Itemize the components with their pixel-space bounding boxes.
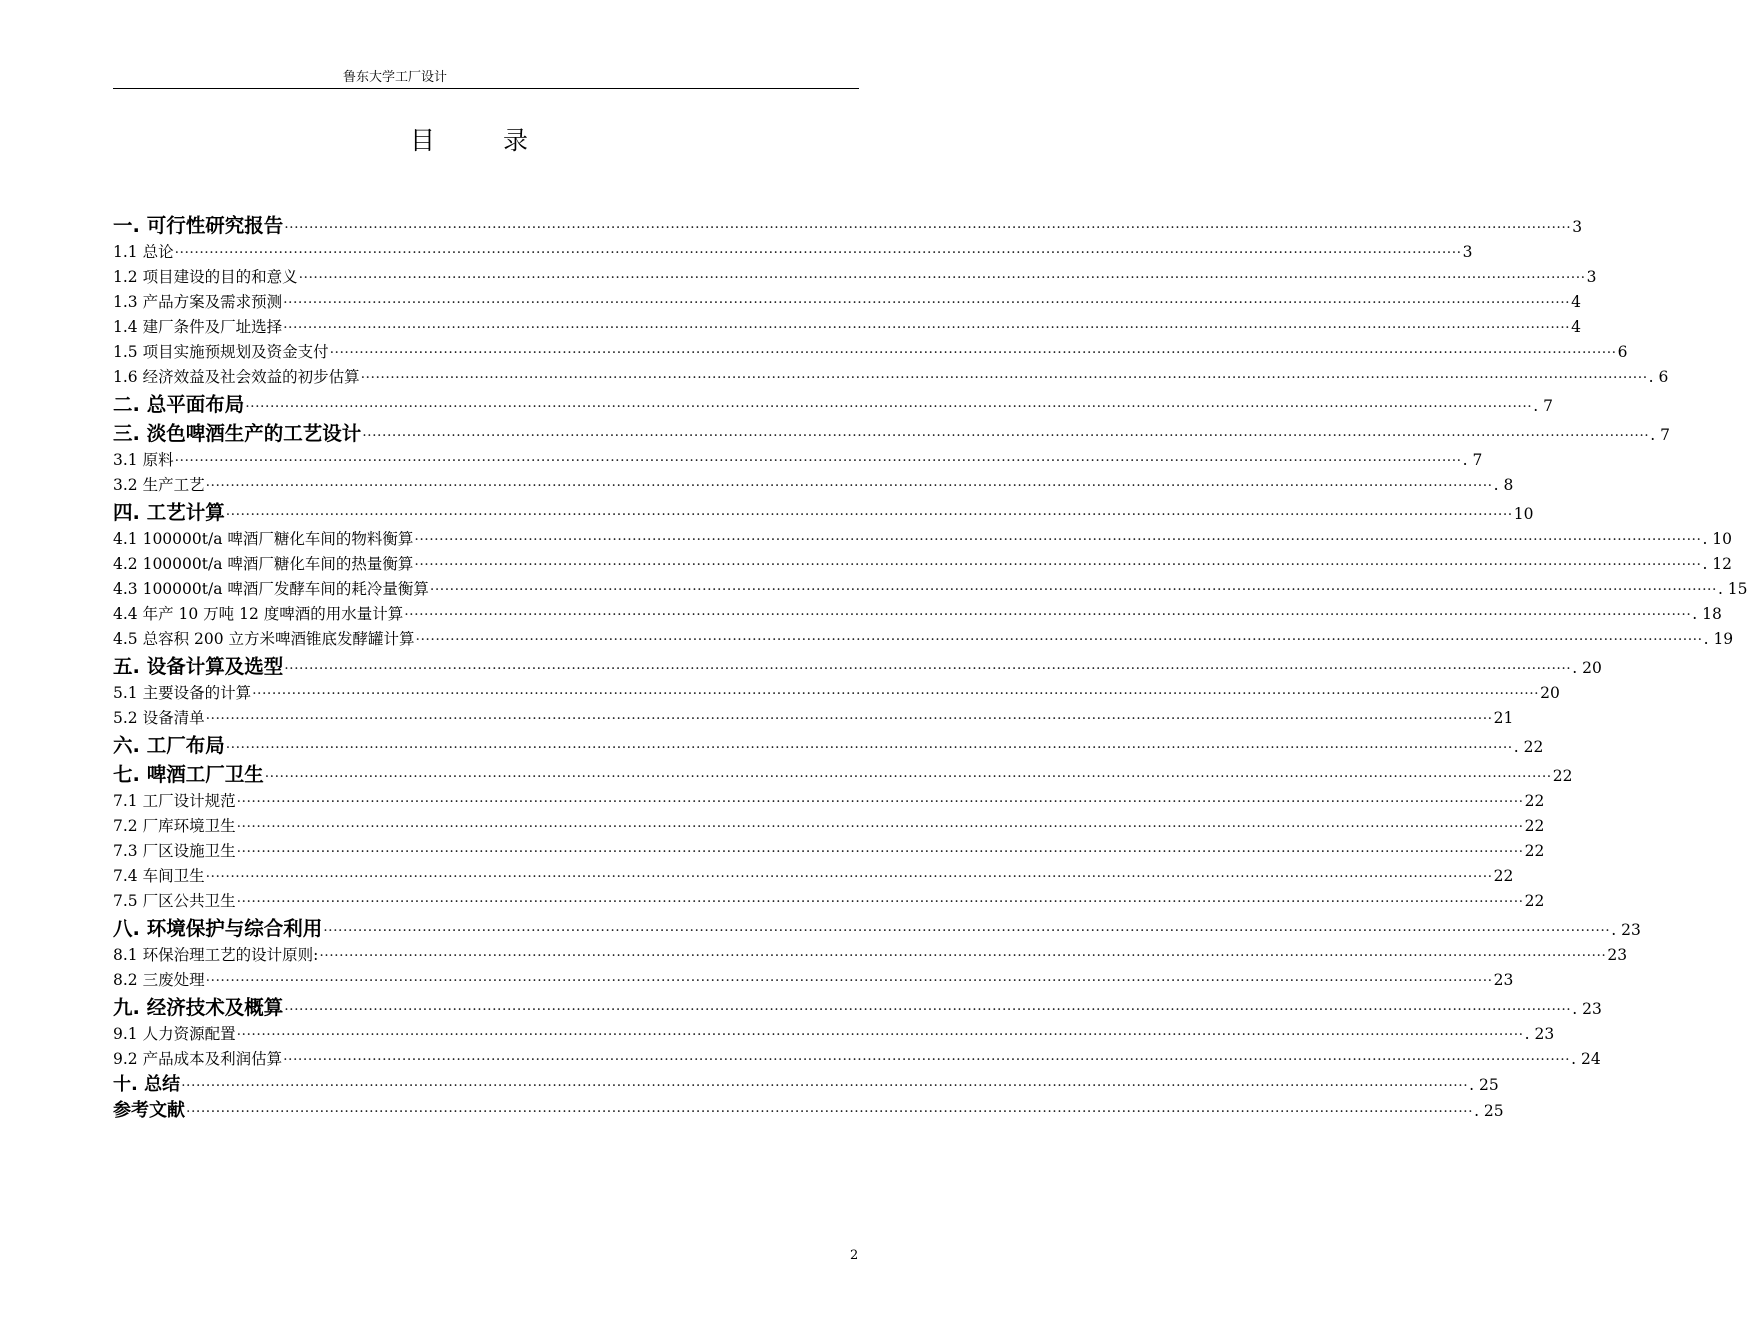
toc-section-entry[interactable]	[113, 602, 1722, 627]
toc-dot-leader: ····································································································································································································································································	[319, 948, 1607, 964]
toc-section-entry[interactable]	[113, 577, 1748, 602]
toc-entry-label: 9.1 人力资源配置	[113, 1025, 236, 1043]
toc-entry-label: 7.1 工厂设计规范	[113, 792, 236, 810]
toc-entry-page: . 15	[1717, 580, 1748, 598]
toc-entry-page: 4	[1571, 318, 1582, 336]
toc-dot-leader: ····································································································································································································································································	[283, 295, 1571, 311]
toc-section-entry[interactable]	[113, 473, 1514, 498]
toc-dot-leader: ····································································································································································································································································	[323, 923, 1611, 939]
toc-chapter-entry[interactable]	[113, 993, 1602, 1022]
toc-dot-leader: ····································································································································································································································································	[174, 453, 1462, 469]
toc-entry-label: 4.1 100000t/a 啤酒厂糖化车间的物料衡算	[113, 530, 414, 548]
toc-dot-leader: ····································································································································································································································································	[362, 428, 1650, 444]
toc-entry-label: 1.4 建厂条件及厂址选择	[113, 318, 283, 336]
toc-section-entry[interactable]	[113, 839, 1545, 864]
toc-entry-page: 3	[1586, 268, 1597, 286]
toc-section-entry[interactable]	[113, 943, 1628, 968]
toc-dot-leader: ····································································································································································································································································	[414, 557, 1702, 573]
toc-dot-leader: ····································································································································································································································································	[264, 769, 1552, 785]
toc-entry-label: 4.4 年产 10 万吨 12 度啤酒的用水量计算	[113, 605, 404, 623]
toc-dot-leader: ····································································································································································································································································	[414, 532, 1702, 548]
toc-entry-label: 4.2 100000t/a 啤酒厂糖化车间的热量衡算	[113, 555, 414, 573]
toc-entry-page: 6	[1617, 343, 1628, 361]
toc-dot-leader: ····································································································································································································································································	[236, 794, 1524, 810]
toc-dot-leader: ····································································································································································································································································	[404, 607, 1692, 623]
toc-entry-label: 4.5 总容积 200 立方米啤酒锥底发酵罐计算	[113, 630, 415, 648]
toc-dot-leader: ····································································································································································································································································	[283, 1052, 1571, 1068]
toc-entry-page: 22	[1524, 892, 1545, 910]
toc-entry-page: . 7	[1533, 397, 1553, 415]
toc-entry-page: . 18	[1692, 605, 1722, 623]
toc-entry-page: 22	[1524, 792, 1545, 810]
toc-dot-leader: ····································································································································································································································································	[284, 661, 1572, 677]
toc-dot-leader: ····································································································································································································································································	[236, 844, 1524, 860]
toc-dot-leader: ····································································································································································································································································	[360, 370, 1648, 386]
toc-dot-leader: ····································································································································································································································································	[245, 399, 1533, 415]
toc-entry-label: 7.5 厂区公共卫生	[113, 892, 236, 910]
toc-entry-page: . 25	[1474, 1102, 1504, 1120]
toc-entry-page: . 23	[1524, 1025, 1555, 1043]
toc-entry-page: . 20	[1572, 659, 1602, 677]
toc-entry-page: . 6	[1648, 368, 1669, 386]
toc-chapter-entry[interactable]	[113, 390, 1553, 419]
toc-entry-page: . 25	[1469, 1076, 1499, 1094]
toc-chapter-entry[interactable]	[113, 498, 1534, 527]
toc-dot-leader: ····································································································································································································································································	[284, 220, 1572, 236]
toc-entry-label: 1.2 项目建设的目的和意义	[113, 268, 298, 286]
toc-dot-leader: ····································································································································································································································································	[329, 345, 1617, 361]
toc-entry-label: 参考文献	[113, 1100, 185, 1121]
toc-section-entry[interactable]	[113, 814, 1545, 839]
toc-entry-page: 3	[1462, 243, 1473, 261]
toc-entry-label: 5.1 主要设备的计算	[113, 684, 252, 702]
toc-section-entry[interactable]	[113, 968, 1514, 993]
toc-entry-page: 10	[1513, 505, 1534, 523]
toc-dot-leader: ····································································································································································································································································	[429, 582, 1717, 598]
toc-section-entry[interactable]	[113, 1047, 1601, 1072]
toc-entry-page: . 23	[1572, 1000, 1602, 1018]
toc-dot-leader: ····································································································································································································································································	[252, 686, 1540, 702]
toc-section-entry[interactable]	[113, 240, 1473, 265]
toc-entry-label: 一. 可行性研究报告	[113, 214, 284, 237]
toc-dot-leader: ····································································································································································································································································	[181, 1078, 1469, 1094]
toc-entry-page: 23	[1607, 946, 1628, 964]
toc-dot-leader: ····································································································································································································································································	[225, 507, 1513, 523]
toc-entry-label: 7.2 厂库环境卫生	[113, 817, 236, 835]
toc-entry-label: 十. 总结	[113, 1074, 181, 1095]
toc-section-entry[interactable]	[113, 265, 1597, 290]
toc-entry-label: 八. 环境保护与综合利用	[113, 917, 323, 940]
toc-title: 目 录	[410, 126, 558, 155]
toc-entry-page: 22	[1493, 867, 1514, 885]
toc-section-entry[interactable]	[113, 864, 1514, 889]
toc-section-entry[interactable]	[113, 627, 1734, 652]
toc-entry-label: 8.2 三废处理	[113, 971, 205, 989]
toc-entry-label: 3.1 原料	[113, 451, 174, 469]
toc-entry-label: 8.1 环保治理工艺的设计原则:	[113, 946, 319, 964]
toc-entry-page: . 24	[1571, 1050, 1601, 1068]
toc-dot-leader: ····································································································································································································································································	[236, 894, 1524, 910]
toc-entry-page: . 8	[1493, 476, 1514, 494]
toc-entry-label: 七. 啤酒工厂卫生	[113, 763, 264, 786]
toc-chapter-entry[interactable]	[113, 1072, 1499, 1098]
toc-chapter-entry[interactable]	[113, 731, 1544, 760]
toc-entry-label: 7.4 车间卫生	[113, 867, 205, 885]
toc-entry-label: 五. 设备计算及选型	[113, 655, 284, 678]
toc-chapter-entry[interactable]	[113, 760, 1573, 789]
toc-dot-leader: ····································································································································································································································································	[205, 869, 1493, 885]
toc-entry-label: 5.2 设备清单	[113, 709, 205, 727]
toc-dot-leader: ····································································································································································································································································	[284, 1002, 1572, 1018]
toc-chapter-entry[interactable]	[113, 419, 1670, 448]
toc-entry-label: 9.2 产品成本及利润估算	[113, 1050, 283, 1068]
toc-chapter-entry[interactable]	[113, 914, 1641, 943]
toc-section-entry[interactable]	[113, 1022, 1555, 1047]
toc-entry-label: 二. 总平面布局	[113, 393, 245, 416]
toc-entry-page: . 22	[1513, 738, 1544, 756]
toc-entry-label: 四. 工艺计算	[113, 501, 225, 524]
toc-dot-leader: ····································································································································································································································································	[236, 819, 1524, 835]
toc-chapter-entry[interactable]	[113, 211, 1583, 240]
toc-dot-leader: ····································································································································································································································································	[205, 711, 1493, 727]
toc-entry-page: 23	[1493, 971, 1514, 989]
toc-dot-leader: ····································································································································································································································································	[283, 320, 1571, 336]
toc-entry-label: 六. 工厂布局	[113, 734, 225, 757]
toc-section-entry[interactable]	[113, 789, 1545, 814]
toc-dot-leader: ····································································································································································································································································	[236, 1027, 1524, 1043]
toc-entry-label: 7.3 厂区设施卫生	[113, 842, 236, 860]
toc-entry-label: 1.6 经济效益及社会效益的初步估算	[113, 368, 360, 386]
toc-section-entry[interactable]	[113, 315, 1582, 340]
toc-section-entry[interactable]	[113, 889, 1545, 914]
toc-section-entry[interactable]	[113, 365, 1669, 390]
toc-section-entry[interactable]	[113, 527, 1733, 552]
toc-section-entry[interactable]	[113, 681, 1560, 706]
toc-entry-page: 3	[1572, 218, 1583, 236]
toc-dot-leader: ····································································································································································································································································	[205, 478, 1493, 494]
toc-entry-label: 1.1 总论	[113, 243, 174, 261]
toc-entry-page: 4	[1571, 293, 1582, 311]
toc-chapter-entry[interactable]	[113, 1098, 1504, 1124]
toc-dot-leader: ····································································································································································································································································	[186, 1104, 1474, 1120]
toc-entry-page: 22	[1524, 842, 1545, 860]
toc-dot-leader: ····································································································································································································································································	[205, 973, 1493, 989]
toc-entry-page: . 12	[1702, 555, 1733, 573]
toc-entry-label: 3.2 生产工艺	[113, 476, 205, 494]
toc-entry-page: 20	[1540, 684, 1560, 702]
toc-entry-page: 21	[1493, 709, 1514, 727]
toc-dot-leader: ····································································································································································································································································	[298, 270, 1586, 286]
toc-entry-page: . 10	[1702, 530, 1733, 548]
page-number: 2	[850, 1248, 859, 1263]
running-header: 鲁东大学工厂设计	[343, 70, 448, 85]
toc-entry-page: . 7	[1650, 426, 1670, 444]
table-of-contents	[113, 211, 1748, 1124]
toc-entry-page: . 19	[1703, 630, 1734, 648]
header-rule	[113, 88, 859, 89]
toc-entry-label: 4.3 100000t/a 啤酒厂发酵车间的耗冷量衡算	[113, 580, 429, 598]
toc-entry-label: 九. 经济技术及概算	[113, 996, 284, 1019]
toc-chapter-entry[interactable]	[113, 652, 1602, 681]
toc-dot-leader: ····································································································································································································································································	[225, 740, 1513, 756]
toc-dot-leader: ····································································································································································································································································	[415, 632, 1703, 648]
toc-entry-label: 三. 淡色啤酒生产的工艺设计	[113, 422, 362, 445]
toc-entry-page: . 7	[1462, 451, 1483, 469]
toc-entry-label: 1.5 项目实施预规划及资金支付	[113, 343, 329, 361]
toc-entry-label: 1.3 产品方案及需求预测	[113, 293, 283, 311]
toc-section-entry[interactable]	[113, 290, 1582, 315]
toc-entry-page: 22	[1552, 767, 1573, 785]
toc-section-entry[interactable]	[113, 552, 1733, 577]
toc-section-entry[interactable]	[113, 340, 1628, 365]
toc-dot-leader: ····································································································································································································································································	[174, 245, 1462, 261]
toc-section-entry[interactable]	[113, 448, 1483, 473]
toc-entry-page: . 23	[1611, 921, 1641, 939]
toc-section-entry[interactable]	[113, 706, 1514, 731]
toc-entry-page: 22	[1524, 817, 1545, 835]
